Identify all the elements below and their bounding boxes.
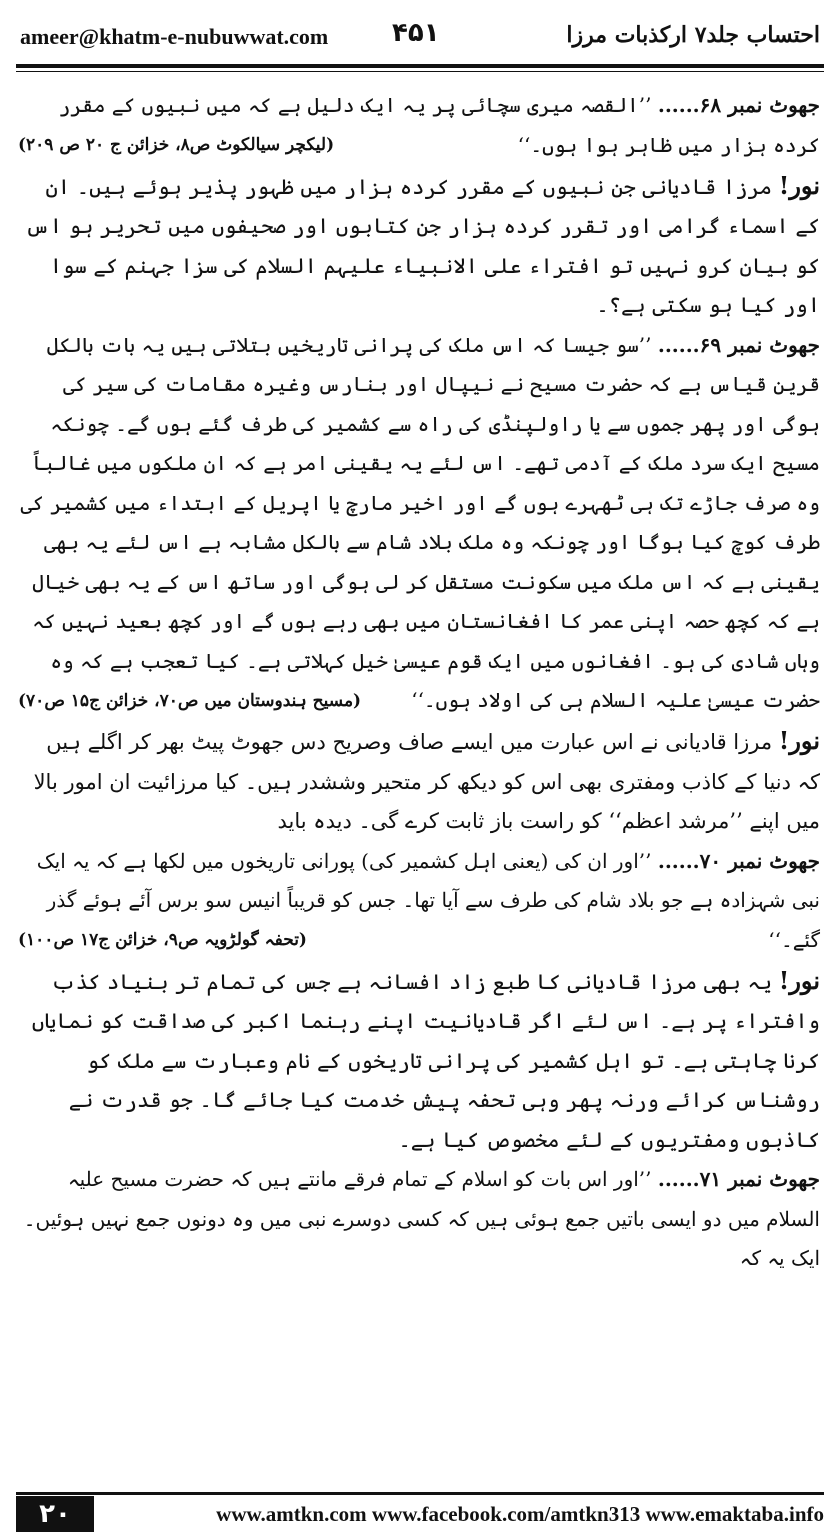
header-book-title: احتساب جلد۷ ارکذبات مرزا	[566, 22, 820, 48]
quote-label: جھوٹ نمبر ۶۹......	[657, 332, 820, 357]
footer-page-box: ۲۰	[16, 1496, 94, 1532]
quote-text: ’’اور اس بات کو اسلام کے تمام فرقے مانتے ہیں کہ حضرت مسیح علیہ السلام میں دو ایسی باتیں جمع ہوئی ہیں کہ کسی دوسرے نبی میں وہ دونوں جمع نہیں ہوئیں۔ ایک یہ کہ	[23, 1167, 820, 1270]
page-header	[16, 18, 824, 58]
header-page-number: ۴۵۱	[392, 18, 440, 48]
quote-text: ’’اور ان کی (یعنی اہل کشمیر کی) پورانی تاریخوں میں لکھا ہے کہ یہ ایک نبی شہزادہ ہے جو بلاد شام کی طرف سے آیا تھا۔ جس کو قریباً انیس سو برس آئے ہوئے گذر گئے۔‘‘	[36, 848, 820, 952]
noor-text: مرزا قادیانی جن نبیوں کے مقرر کردہ ہزار میں ظہور پذیر ہوئے ہیں۔ ان کے اسماء گرامی اور تقرر کردہ ہزار جن کتابوں اور صحیفوں میں تحریر ہو اس کو بیان کرو نہیں تو افتراء علی الانبیاء علیہم السلام کی سزا جہنم کے سوا اور کیا ہو سکتی ہے؟۔	[25, 174, 820, 317]
noor-label: نور!	[778, 170, 820, 200]
noor-label: نور!	[778, 965, 820, 995]
quote-69	[18, 326, 820, 721]
quote-reference: (تحفہ گولڑویہ ص۹، خزائن ج۱۷ ص۱۰۰)	[18, 930, 307, 950]
quote-reference: (مسیح ہندوستان میں ص۷۰، خزائن ج۱۵ ص۷۰)	[18, 690, 362, 711]
footer-rule	[16, 1492, 824, 1495]
page-body	[18, 86, 820, 1466]
header-rule-thin	[16, 71, 824, 72]
header-rule-thick	[16, 64, 824, 68]
footer-links[interactable]: www.amtkn.com www.facebook.com/amtkn313 www.emaktaba.info	[216, 1502, 824, 1526]
quote-label: جھوٹ نمبر ۷۱......	[657, 1167, 820, 1191]
noor-paragraph-3	[18, 961, 820, 1161]
header-email[interactable]: ameer@khatm-e-nubuwwat.com	[20, 24, 329, 49]
noor-text: یہ بھی مرزا قادیانی کا طبع زاد افسانہ ہے جس کی تمام تر بنیاد کذب وافتراء پر ہے۔ اس لئے اگر قادیانیت اپنے رہنما اکبر کی صداقت کو نمایاں کرنا چاہتی ہے۔ تو اہل کشمیر کی پرانی تاریخوں کے نام وعبارت سے ملک کو روشناس کرائے ورنہ پھر وہی تحفہ پیش خدمت کیا جائے گا۔ جو قدرت نے کاذبوں ومفتریوں کے لئے مخصوص کیا ہے۔	[31, 969, 820, 1152]
quote-text: ’’القصہ میری سچائی پر یہ ایک دلیل ہے کہ میں نبیوں کے مقرر کردہ ہزار میں ظاہر ہوا ہوں۔‘‘	[58, 93, 820, 157]
quote-71	[18, 1160, 820, 1279]
quote-reference: (لیکچر سیالکوٹ ص۸، خزائن ج ۲۰ ص ۲۰۹)	[18, 135, 335, 155]
quote-label: جھوٹ نمبر ۶۸......	[657, 93, 820, 117]
noor-label: نور!	[778, 726, 820, 755]
noor-paragraph-1	[18, 166, 820, 326]
noor-paragraph-2	[18, 721, 820, 842]
quote-label: جھوٹ نمبر ۷۰......	[657, 848, 820, 873]
quote-text: ’’سو جیسا کہ اس ملک کی پرانی تاریخیں بتلاتی ہیں یہ بات بالکل قرین قیاس ہے کہ حضرت مسیح نے نیپال اور بنارس وغیرہ مقامات کی سیر کی ہوگی اور پھر جموں سے یا راولپنڈی کی راہ سے کشمیر کی طرف گئے ہوں گے۔ چونکہ مسیح ایک سرد ملک کے آدمی تھے۔ اس لئے یہ یقینی امر ہے کہ ان ملکوں میں غالباً وہ صرف جاڑے تک ہی ٹھہرے ہوں گے اور اخیر مارچ یا اپریل کے ابتداء میں کشمیر کی طرف کوچ کیا ہوگا اور چونکہ وہ ملک بلاد شام سے بالکل مشابہ ہے اس لئے یہ بھی یقینی ہے کہ اس ملک میں سکونت مستقل کر لی ہوگی اور ساتھ اس کے یہ بھی خیال ہے کہ کچھ حصہ اپنی عمر کا افغانستان میں بھی رہے ہوں گے اور کچھ بعید نہیں کہ وہاں شادی کی ہو۔ افغانوں میں ایک قوم عیسیٰ خیل کہلاتی ہے۔ کیا تعجب ہے کہ وہ حضرت عیسیٰ علیہ السلام ہی کی اولاد ہوں۔‘‘	[20, 332, 820, 712]
noor-text: مرزا قادیانی نے اس عبارت میں ایسے صاف وصریح دس جھوٹ پیٹ بھر کر اگلے ہیں کہ دنیا کے کاذب ومفتری بھی اس کو دیکھ کر متحیر وششدر ہیں۔ کیا مرزائیت ان امور بالا میں اپنے ’’مرشد اعظم‘‘ کو راست باز ثابت کرے گی۔ دیدہ باید	[33, 730, 820, 833]
